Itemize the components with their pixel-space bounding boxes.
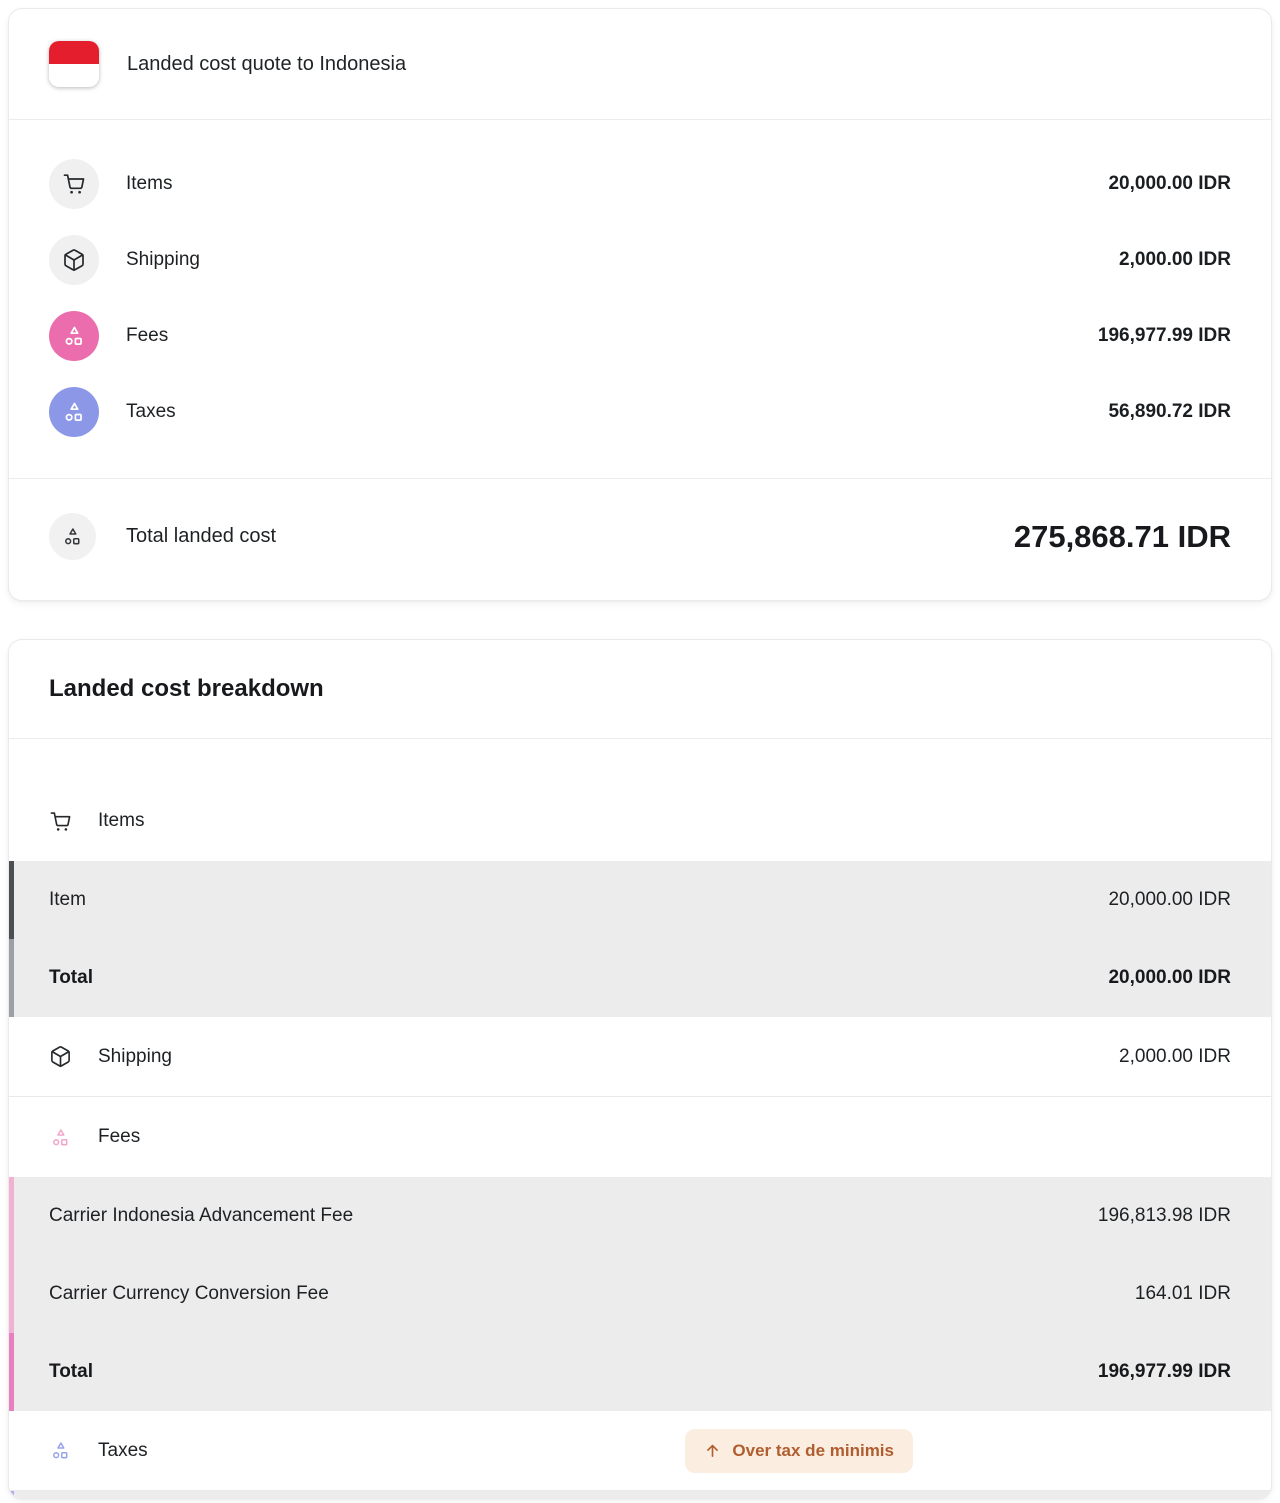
arrow-up-icon <box>704 1442 721 1459</box>
row-value: 20,000.00 IDR <box>1108 889 1231 910</box>
total-landed-cost-value: 275,868.71 IDR <box>1013 518 1231 554</box>
row-value: 20,000.00 IDR <box>1108 967 1231 988</box>
breakdown-row-fees-total <box>9 1333 1271 1411</box>
row-label: Item <box>49 889 86 910</box>
row-value: 164.01 IDR <box>1134 1283 1231 1304</box>
section-label: Items <box>98 810 145 831</box>
quote-row-items <box>9 146 1271 222</box>
total-landed-cost-label: Total landed cost <box>126 525 277 547</box>
breakdown-row-fee <box>9 1177 1271 1255</box>
section-label: Fees <box>98 1126 141 1147</box>
badge-label: Over tax de minimis <box>732 1440 894 1460</box>
shapes-icon <box>49 1126 72 1149</box>
breakdown-section-items <box>9 781 1271 861</box>
breakdown-section-fees <box>9 1097 1271 1177</box>
breakdown-section-taxes <box>9 1411 1271 1491</box>
shapes-icon <box>49 513 96 560</box>
indonesia-flag-icon <box>49 41 99 87</box>
quote-rows <box>9 120 1271 478</box>
quote-row-shipping <box>9 222 1271 298</box>
section-value: 2,000.00 IDR <box>1119 1045 1231 1067</box>
quote-row-taxes <box>9 374 1271 450</box>
row-label: Carrier Indonesia Advancement Fee <box>49 1205 354 1226</box>
quote-row-value: 20,000.00 IDR <box>1108 173 1231 194</box>
quote-card-title: Landed cost quote to Indonesia <box>127 52 407 75</box>
breakdown-row-items-total <box>9 939 1271 1017</box>
row-label: Carrier Currency Conversion Fee <box>49 1283 329 1304</box>
quote-row-value: 56,890.72 IDR <box>1108 401 1231 422</box>
row-value: 196,977.99 IDR <box>1097 1361 1231 1382</box>
cart-icon <box>49 810 72 833</box>
quote-row-label: Fees <box>126 325 169 346</box>
quote-row-label: Items <box>126 173 173 194</box>
quote-card-header <box>9 9 1271 120</box>
breakdown-section-shipping <box>9 1017 1271 1097</box>
box-icon <box>49 1045 72 1068</box>
box-icon <box>49 235 99 285</box>
section-label: Taxes <box>98 1439 148 1461</box>
quote-row-value: 196,977.99 IDR <box>1097 325 1231 346</box>
total-landed-cost-row <box>9 478 1271 600</box>
quote-row-fees <box>9 298 1271 374</box>
breakdown-list <box>9 739 1271 1498</box>
quote-card <box>8 8 1272 601</box>
shapes-icon <box>49 1439 72 1462</box>
breakdown-card-title: Landed cost breakdown <box>9 640 1271 739</box>
over-tax-de-minimis-badge[interactable] <box>685 1429 913 1473</box>
shapes-icon <box>49 387 99 437</box>
breakdown-card <box>8 639 1272 1499</box>
row-label: Total <box>49 967 93 988</box>
quote-row-label: Shipping <box>126 249 200 270</box>
row-label: Total <box>49 1361 93 1382</box>
breakdown-row-tax-partial <box>9 1491 1271 1498</box>
shapes-icon <box>49 311 99 361</box>
quote-row-value: 2,000.00 IDR <box>1119 249 1231 270</box>
quote-row-label: Taxes <box>126 401 176 422</box>
breakdown-row-item <box>9 861 1271 939</box>
row-value: 196,813.98 IDR <box>1097 1205 1231 1226</box>
cart-icon <box>49 159 99 209</box>
breakdown-row-fee <box>9 1255 1271 1333</box>
section-label: Shipping <box>98 1045 172 1067</box>
